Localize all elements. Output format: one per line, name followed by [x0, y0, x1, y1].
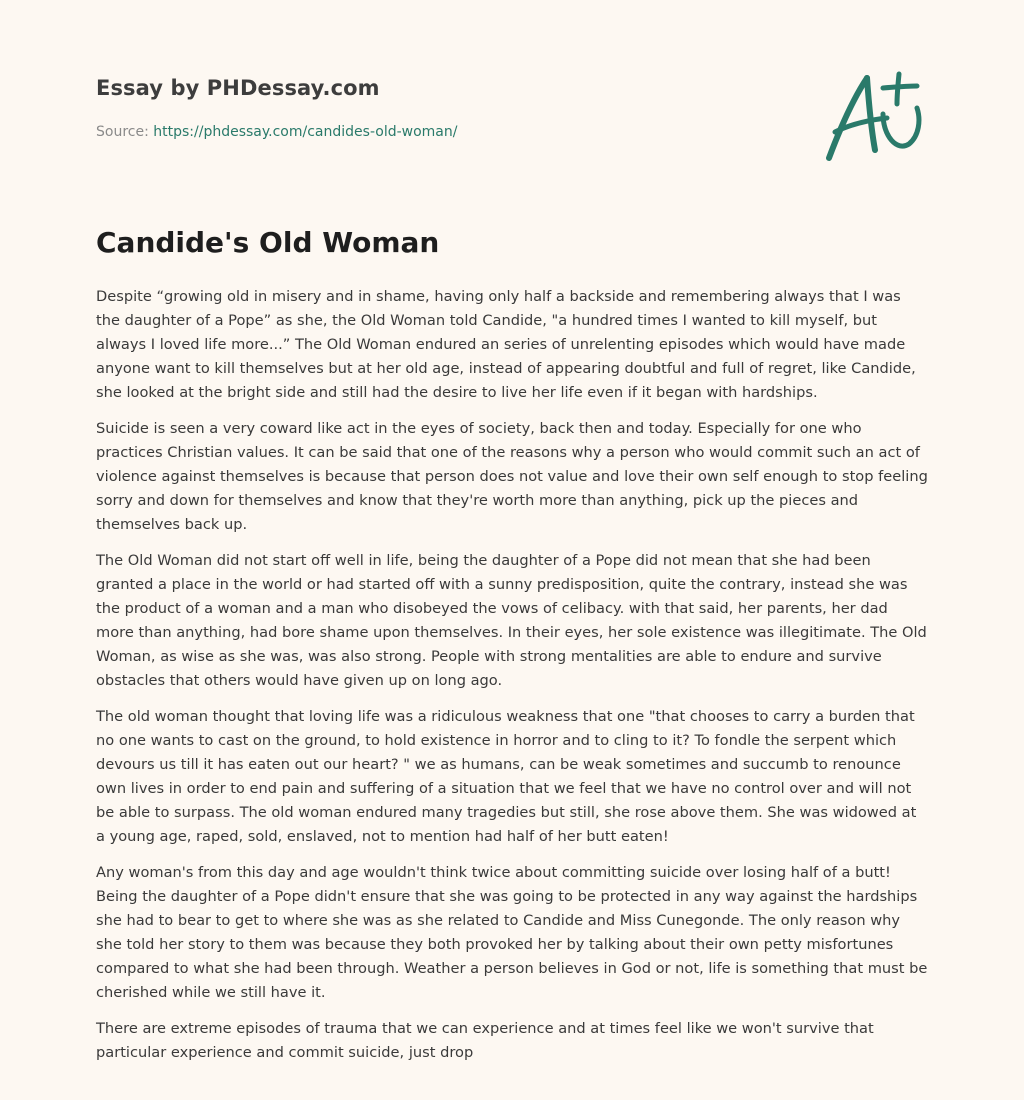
essay-paragraph: The Old Woman did not start off well in life, being the daughter of a Pope did not mean that she had been granted a place in the world or had started off with a sunny predisposition, quite the contrary, instead she was the product of a woman and a man who disobeyed the vows of celibacy. with that said, her parents, her dad more than anything, had bore shame upon themselves. In their eyes, her sole existence was illegitimate. The Old Woman, as wise as she was, was also strong. People with strong mentalities are able to endure and survive obstacles that others would have given up on long ago.	[96, 552, 927, 689]
essay-title: Candide's Old Woman	[96, 226, 440, 259]
source-link[interactable]: https://phdessay.com/candides-old-woman/	[153, 124, 458, 140]
source-line	[96, 124, 457, 140]
essay-paragraph: Any woman's from this day and age wouldn't think twice about committing suicide over losing half of a butt! Being the daughter of a Pope didn't ensure that she was going to be protected in any way against the hardships she had to bear to get to where she was as she related to Candide and Miss Cunegonde. The only reason why she told her story to them was because they both provoked her by talking about their own petty misfortunes compared to what she had been through. Weather a person believes in God or not, life is something that must be cherished while we still have it.	[96, 864, 928, 1001]
site-brand: Essay by PHDessay.com	[96, 76, 380, 100]
essay-paragraph: The old woman thought that loving life was a ridiculous weakness that one "that chooses to carry a burden that no one wants to cast on the ground, to hold existence in horror and to cling to it? To fondle the serpent which devours us till it has eaten out our heart? " we as humans, can be weak sometimes and succumb to renounce own lives in order to end pain and suffering of a situation that we feel that we have no control over and will not be able to surpass. The old woman endured many tragedies but still, she rose above them. She was widowed at a young age, raped, sold, enslaved, not to mention had half of her butt eaten!	[96, 708, 917, 845]
a-plus-logo-icon	[821, 66, 931, 166]
essay-paragraph: Despite “growing old in misery and in shame, having only half a backside and remembering always that I was the daughter of a Pope” as she, the Old Woman told Candide, "a hundred times I wanted to kill myself, but always I loved life more...” The Old Woman endured an series of unrelenting episodes which would have made anyone want to kill themselves but at her old age, instead of appearing doubtful and full of regret, like Candide, she looked at the bright side and still had the desire to live her life even if it began with hardships.	[96, 288, 916, 401]
source-label: Source:	[96, 124, 149, 140]
essay-paragraph: Suicide is seen a very coward like act in the eyes of society, back then and today. Especially for one who practices Christian values. It can be said that one of the reasons why a person who would commit such an act of violence against themselves is because that person does not value and love their own self enough to stop feeling sorry and down for themselves and know that they're worth more than anything, pick up the pieces and themselves back up.	[96, 420, 928, 533]
essay-body	[96, 285, 928, 1077]
essay-paragraph: There are extreme episodes of trauma that we can experience and at times feel like we won't survive that particular experience and commit suicide, just drop	[96, 1020, 874, 1061]
